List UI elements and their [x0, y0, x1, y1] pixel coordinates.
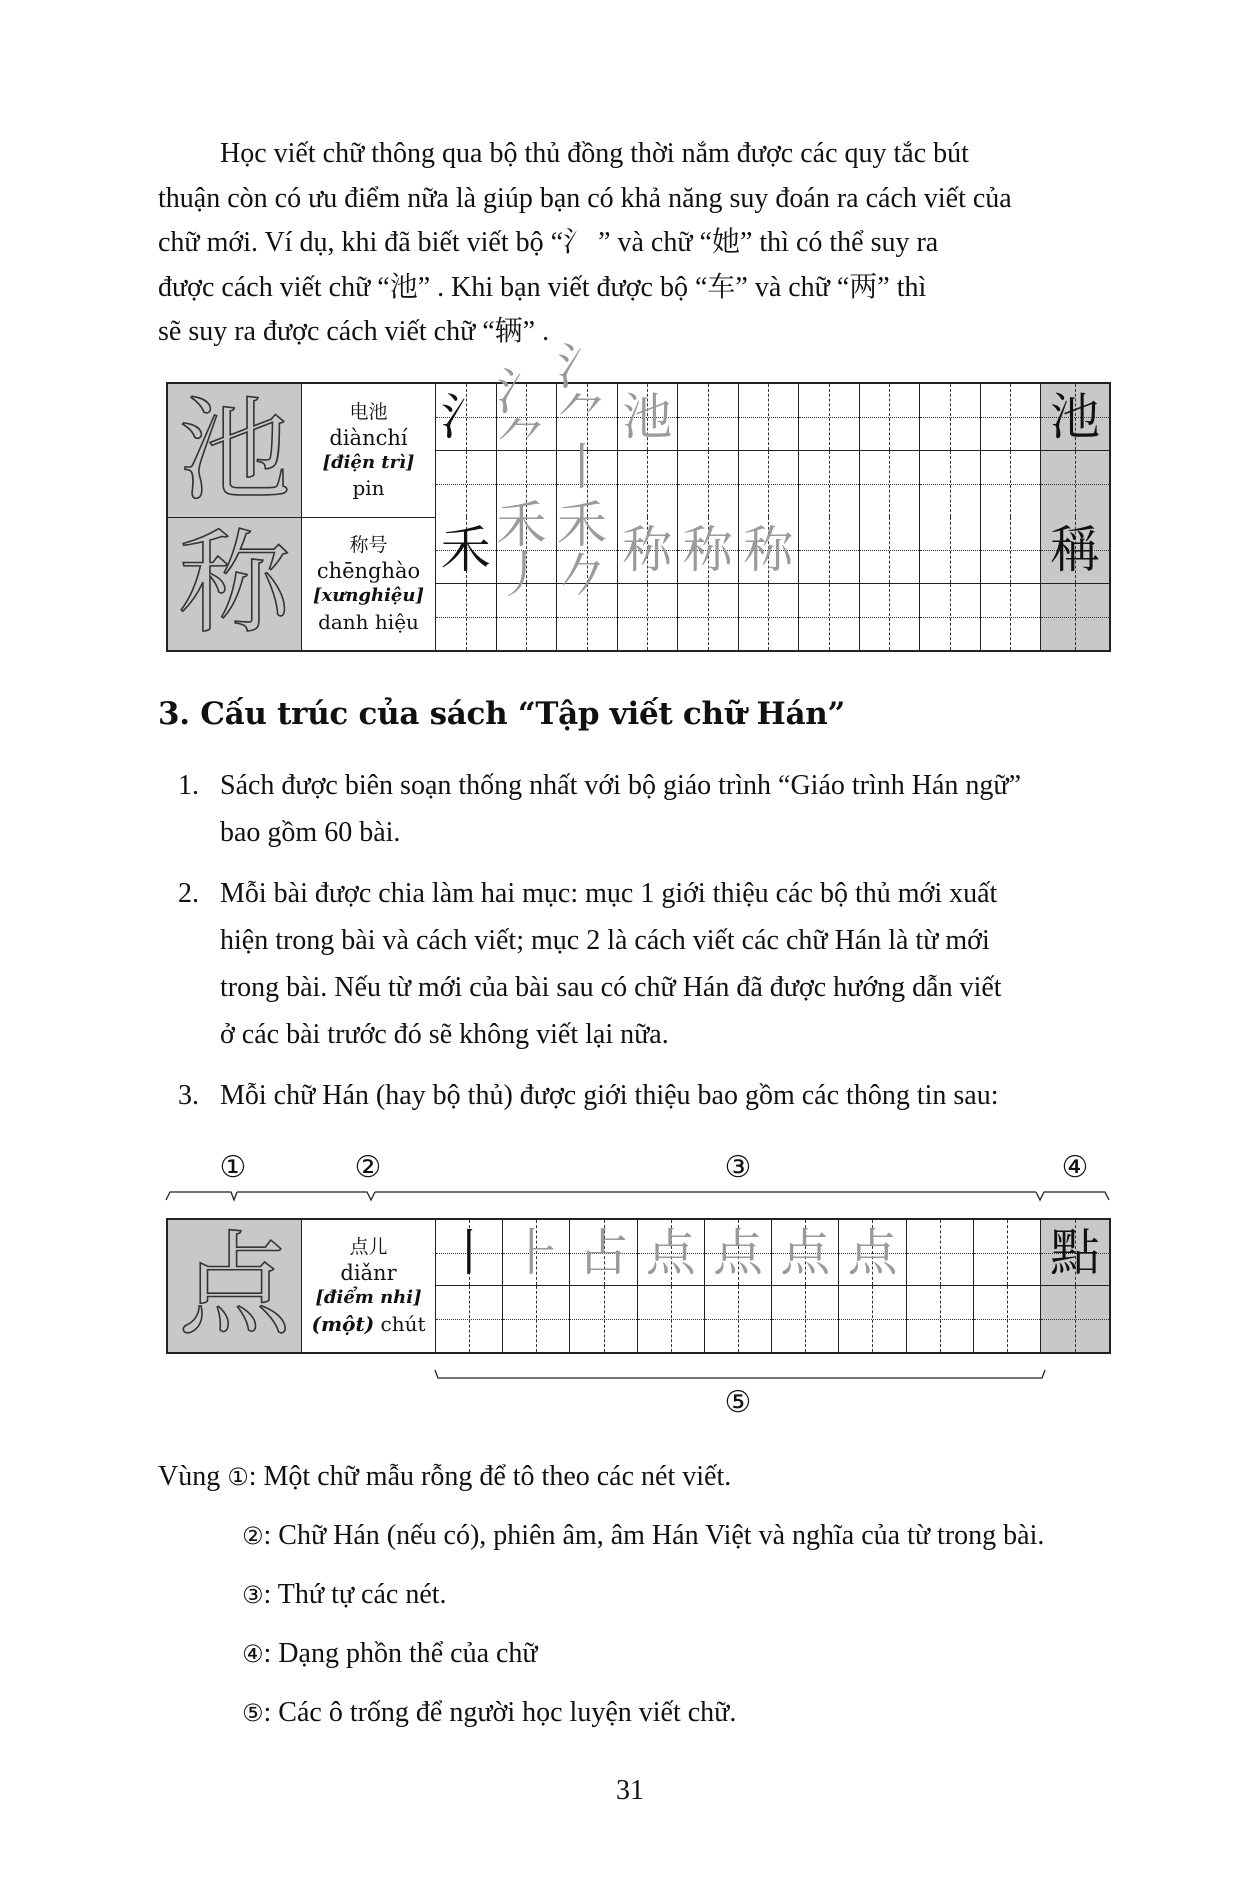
stroke-order-box [503, 1220, 570, 1286]
list-item [178, 1072, 1113, 1119]
legend-marker: ⑤ [242, 1699, 264, 1727]
stroke-order-box [638, 1220, 705, 1286]
traditional-form-box [1041, 384, 1109, 451]
list-item-line: ở các bài trước đó sẽ không viết lại nữa. [220, 1019, 669, 1050]
bracket-region-2 [237, 1192, 375, 1200]
stroke-order-box [799, 517, 860, 584]
word-meaning: danh hiệu [318, 609, 419, 634]
list-item [178, 762, 1113, 856]
intro-line: Học viết chữ thông qua bộ thủ đồng thời nắm được các quy tắc bút [220, 138, 969, 169]
word-hanzi: 点儿 [349, 1236, 388, 1259]
diagram-writing-grid [166, 1218, 1111, 1354]
stroke-order-box [496, 362, 558, 471]
list-item-line: hiện trong bài và cách viết; mục 2 là cách viết các chữ Hán là từ mới [220, 925, 990, 956]
stroke-order-box [739, 517, 800, 584]
practice-box [678, 451, 739, 518]
word-han-viet: [điểm nhi] [315, 1287, 422, 1309]
list-item-line: bao gồm 60 bài. [220, 817, 401, 848]
model-character-box [168, 517, 302, 650]
practice-box [981, 584, 1042, 651]
region-marker-4: ④ [1061, 1150, 1089, 1185]
word-info-box [302, 517, 436, 650]
stroke-order-box [678, 384, 739, 451]
list-item-line: Sách được biên soạn thống nhất với bộ giáo trình “Giáo trình Hán ngữ” [220, 770, 1022, 801]
legend-text: Dạng phồn thể của chữ [278, 1638, 538, 1669]
practice-box [638, 1286, 705, 1352]
intro-line: chữ mới. Ví dụ, khi đã biết viết bộ “氵 ” và chữ “她” thì có thể suy ra [158, 227, 939, 258]
practice-box [799, 451, 860, 518]
practice-box [503, 1286, 570, 1352]
word-pinyin: diǎnr [340, 1261, 397, 1286]
practice-box [436, 584, 497, 651]
stroke-order-box [839, 1220, 906, 1286]
stroke-step-glyph: 氵 [440, 387, 491, 446]
traditional-form-box [1041, 451, 1109, 518]
intro-line: được cách viết chữ “池” . Khi bạn viết được bộ “车” và chữ “两” thì [158, 271, 927, 303]
practice-box [705, 1286, 772, 1352]
word-meaning [302, 1311, 435, 1337]
traditional-form-box [1041, 584, 1109, 651]
practice-box [920, 584, 981, 651]
region-marker-3: ③ [724, 1150, 752, 1185]
word-info-box [302, 384, 436, 517]
legend-marker: ① [227, 1463, 249, 1491]
stroke-step-glyph: 禾𠂊 [557, 495, 607, 604]
stroke-step-glyph: 丨 [444, 1223, 495, 1282]
practice-box [570, 1286, 637, 1352]
stroke-order-box [981, 384, 1042, 451]
stroke-order-box [496, 495, 558, 604]
word-hanzi: 称号 [349, 534, 388, 557]
meaning-prefix: (một) [311, 1311, 375, 1336]
stroke-order-box [981, 517, 1042, 584]
stroke-step-glyph: 点 [847, 1223, 898, 1282]
legend-text: Các ô trống để người học luyện viết chữ. [278, 1697, 737, 1728]
stroke-order-box [799, 384, 860, 451]
outline-character: 点 [178, 1221, 291, 1351]
practice-box [974, 1286, 1041, 1352]
word-meaning: pin [352, 476, 385, 501]
list-item-line: trong bài. Nếu từ mới của bài sau có chữ Hán đã được hướng dẫn viết [220, 972, 1002, 1003]
stroke-step-glyph: 占 [578, 1223, 629, 1282]
stroke-step-glyph: 氵⺈丨 [557, 337, 607, 496]
practice-box [839, 1286, 906, 1352]
stroke-order-box [860, 384, 921, 451]
outline-character: 称 [178, 519, 291, 649]
bracket-region-4 [1036, 1192, 1109, 1200]
practice-box [739, 451, 800, 518]
stroke-order-box [618, 384, 679, 451]
legend-prefix: Vùng [158, 1461, 221, 1492]
practice-box [920, 451, 981, 518]
stroke-order-box [860, 517, 921, 584]
region-brackets-top [160, 1180, 1120, 1210]
traditional-glyph: 池 [1050, 387, 1100, 446]
stroke-order-box [436, 517, 497, 584]
practice-box [981, 451, 1042, 518]
legend-item-2: ②: Chữ Hán (nếu có), phiên âm, âm Hán Việt và nghĩa của từ trong bài. [242, 1520, 1045, 1551]
stroke-order-box [705, 1220, 772, 1286]
stroke-order-box [974, 1220, 1041, 1286]
legend-marker: ③ [242, 1581, 264, 1609]
legend-marker: ② [242, 1522, 264, 1550]
stroke-order-box [436, 1220, 503, 1286]
word-pinyin: diànchí [329, 425, 408, 450]
stroke-step-glyph: 称 [682, 520, 733, 579]
practice-box [739, 584, 800, 651]
intro-line: thuận còn có ưu điểm nữa là giúp bạn có khả năng suy đoán ra cách viết của [158, 182, 1012, 214]
stroke-order-box [920, 384, 981, 451]
region-marker-1: ① [219, 1150, 247, 1185]
traditional-form-box [1041, 1286, 1109, 1352]
stroke-order-box [907, 1220, 974, 1286]
list-item [178, 870, 1113, 1058]
stroke-order-box [678, 517, 739, 584]
practice-box [860, 584, 921, 651]
stroke-step-glyph: 点 [780, 1223, 831, 1282]
stroke-order-box [570, 1220, 637, 1286]
stroke-step-glyph: 称 [743, 520, 794, 579]
model-character-box [168, 384, 302, 517]
list-item-number: 2. [178, 878, 199, 909]
legend-item-4: ④: Dạng phồn thể của chữ [242, 1638, 538, 1669]
stroke-step-glyph: 池 [622, 387, 673, 446]
stroke-step-glyph: 点 [645, 1223, 696, 1282]
region-marker-2: ② [354, 1150, 382, 1185]
legend-item-3: ③: Thứ tự các nét. [242, 1579, 447, 1610]
stroke-step-glyph: 氵⺈ [496, 362, 547, 471]
practice-box [436, 451, 497, 518]
region-marker-5: ⑤ [724, 1385, 752, 1420]
stroke-order-box [739, 384, 800, 451]
stroke-step-glyph: 点 [712, 1223, 763, 1282]
practice-box [907, 1286, 974, 1352]
legend-item-1: Vùng ①: Một chữ mẫu rỗng để tô theo các nét viết. [158, 1461, 732, 1492]
traditional-glyph: 點 [1050, 1223, 1100, 1282]
stroke-order-box [772, 1220, 839, 1286]
practice-box [678, 584, 739, 651]
section-title: 3. Cấu trúc của sách “Tập viết chữ Hán” [158, 696, 846, 732]
practice-box [799, 584, 860, 651]
stroke-step-glyph: 禾丿 [496, 495, 547, 604]
stroke-step-glyph: ⺊ [511, 1223, 562, 1282]
list-item-number: 3. [178, 1080, 199, 1111]
practice-box [618, 584, 679, 651]
legend-text: Thứ tự các nét. [277, 1579, 447, 1610]
stroke-step-glyph: 禾 [440, 520, 491, 579]
traditional-glyph: 稱 [1050, 520, 1100, 579]
example-writing-grid [166, 337, 1111, 652]
legend-text: Chữ Hán (nếu có), phiên âm, âm Hán Việt và nghĩa của từ trong bài. [278, 1520, 1045, 1551]
structure-list [178, 762, 1113, 1133]
stroke-order-box [436, 384, 497, 451]
practice-box [772, 1286, 839, 1352]
stroke-order-box [618, 517, 679, 584]
word-info-box [302, 1220, 436, 1352]
bracket-region-1 [166, 1192, 237, 1200]
word-han-viet: [điện trì] [322, 451, 415, 473]
list-item-line: Mỗi bài được chia làm hai mục: mục 1 giới thiệu các bộ thủ mới xuất [220, 878, 998, 909]
practice-box [860, 451, 921, 518]
traditional-form-box [1041, 1220, 1109, 1286]
legend-item-5: ⑤: Các ô trống để người học luyện viết chữ. [242, 1697, 737, 1728]
word-han-viet: [xưnghiệu] [313, 585, 424, 607]
traditional-form-box [1041, 517, 1109, 584]
page-number: 31 [616, 1775, 644, 1806]
stroke-order-box [557, 337, 618, 496]
model-character-box [168, 1220, 302, 1352]
word-pinyin: chēnghào [316, 559, 421, 584]
list-item-number: 1. [178, 770, 199, 801]
practice-box [436, 1286, 503, 1352]
stroke-step-glyph: 称 [622, 520, 673, 579]
meaning-text: chút [374, 1311, 426, 1336]
bracket-region-5 [435, 1370, 1045, 1378]
legend-marker: ④ [242, 1640, 264, 1668]
word-hanzi: 电池 [349, 400, 388, 423]
stroke-order-box [920, 517, 981, 584]
intro-line: sẽ suy ra được cách viết chữ “辆” . [158, 316, 550, 347]
legend-text: Một chữ mẫu rỗng để tô theo các nét viết. [263, 1461, 732, 1492]
outline-character: 池 [178, 385, 291, 516]
intro-paragraph [158, 132, 1113, 355]
practice-box [618, 451, 679, 518]
list-item-line: Mỗi chữ Hán (hay bộ thủ) được giới thiệu bao gồm các thông tin sau: [220, 1080, 999, 1111]
stroke-order-box [557, 495, 618, 604]
